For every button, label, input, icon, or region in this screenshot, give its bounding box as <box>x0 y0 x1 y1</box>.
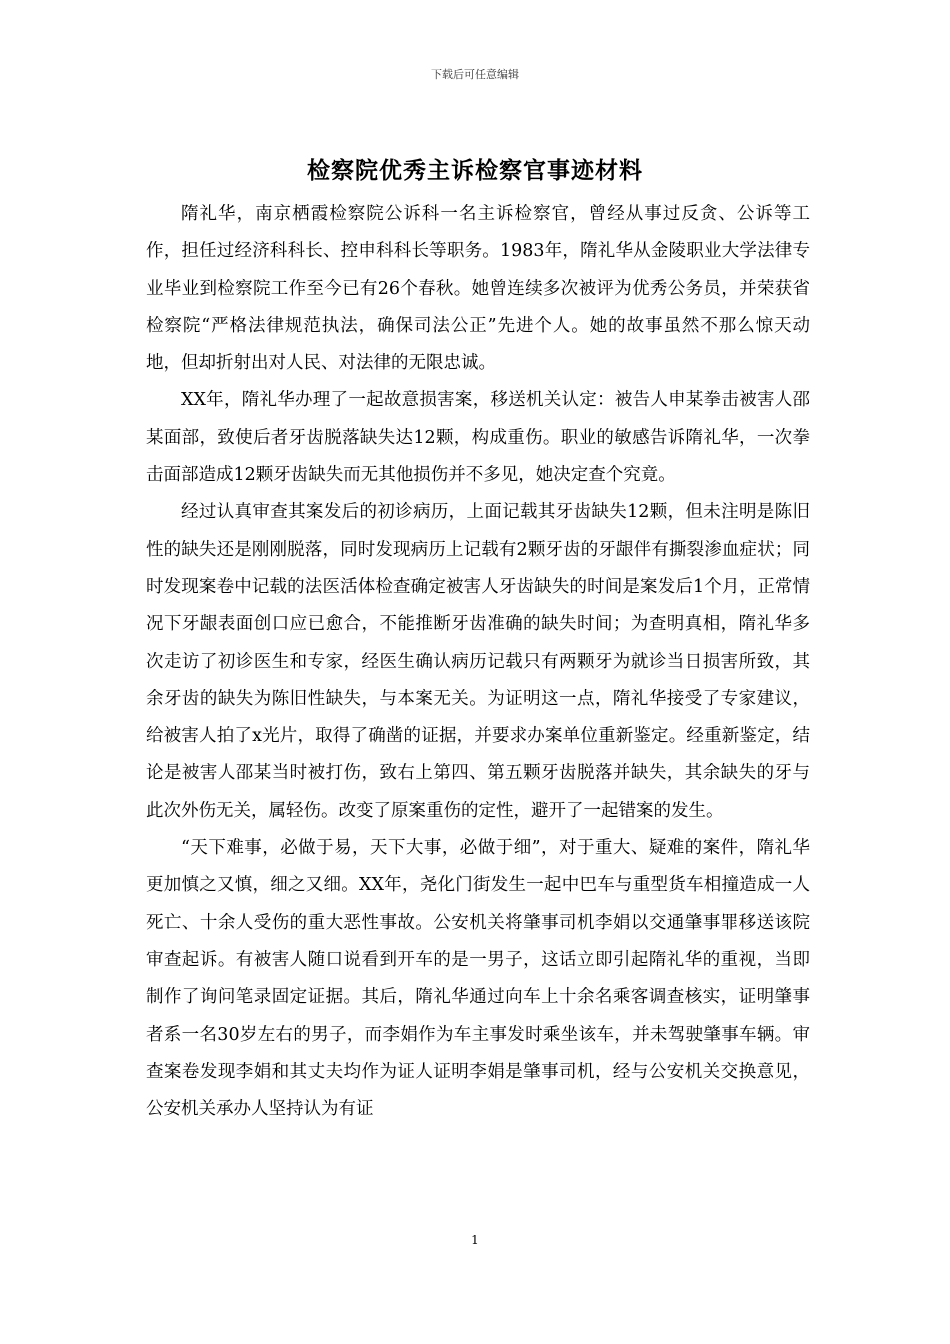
paragraph: 隋礼华，南京栖霞检察院公诉科一名主诉检察官，曾经从事过反贪、公诉等工作，担任过经济科科长、控申科科长等职务。1983年，隋礼华从金陵职业大学法律专业毕业到检察院工作至今已有26个春秋。她曾连续多次被评为优秀公务员，并荣获省检察院“严格法律规范执法，确保司法公正”先进个人。她的故事虽然不那么惊天动地，但却折射出对人民、对法律的无限忠诚。 <box>146 204 810 374</box>
page-number: 1 <box>471 1233 479 1247</box>
paragraph: 经过认真审查其案发后的初诊病历，上面记载其牙齿缺失12颗，但未注明是陈旧性的缺失还是刚刚脱落，同时发现病历上记载有2颗牙齿的牙龈伴有撕裂渗血症状；同时发现案卷中记载的法医活体检查确定被害人牙齿缺失的时间是案发后1个月，正常情况下牙龈表面创口应已愈合，不能推断牙齿准确的缺失时间；为查明真相，隋礼华多次走访了初诊医生和专家，经医生确认病历记载只有两颗牙为就诊当日损害所致，其余牙齿的缺失为陈旧性缺失，与本案无关。为证明这一点，隋礼华接受了专家建议，给被害人拍了x光片，取得了确凿的证据，并要求办案单位重新鉴定。经重新鉴定，结论是被害人邵某当时被打伤，致右上第四、第五颗牙齿脱落并缺失，其余缺失的牙与此次外伤无关，属轻伤。改变了原案重伤的定性，避开了一起错案的发生。 <box>146 502 810 821</box>
document-body <box>146 196 810 1128</box>
header-note: 下载后可任意编辑 <box>431 68 519 81</box>
paragraph: “天下难事，必做于易，天下大事，必做于细”，对于重大、疑难的案件，隋礼华更加慎之又慎，细之又细。XX年，尧化门街发生一起中巴车与重型货车相撞造成一人死亡、十余人受伤的重大恶性事故。公安机关将肇事司机李娟以交通肇事罪移送该院审查起诉。有被害人随口说看到开车的是一男子，这话立即引起隋礼华的重视，当即制作了询问笔录固定证据。其后，隋礼华通过向车上十余名乘客调查核实，证明肇事者系一名30岁左右的男子，而李娟作为车主事发时乘坐该车，并未驾驶肇事车辆。审查案卷发现李娟和其丈夫均作为证人证明李娟是肇事司机，经与公安机关交换意见，公安机关承办人坚持认为有证 <box>146 838 810 1120</box>
document-title: 检察院优秀主诉检察官事迹材料 <box>307 157 643 184</box>
paragraph: XX年，隋礼华办理了一起故意损害案，移送机关认定：被告人申某拳击被害人邵某面部，致使后者牙齿脱落缺失达12颗，构成重伤。职业的敏感告诉隋礼华，一次拳击面部造成12颗牙齿缺失而无其他损伤并不多见，她决定查个究竟。 <box>146 390 810 486</box>
